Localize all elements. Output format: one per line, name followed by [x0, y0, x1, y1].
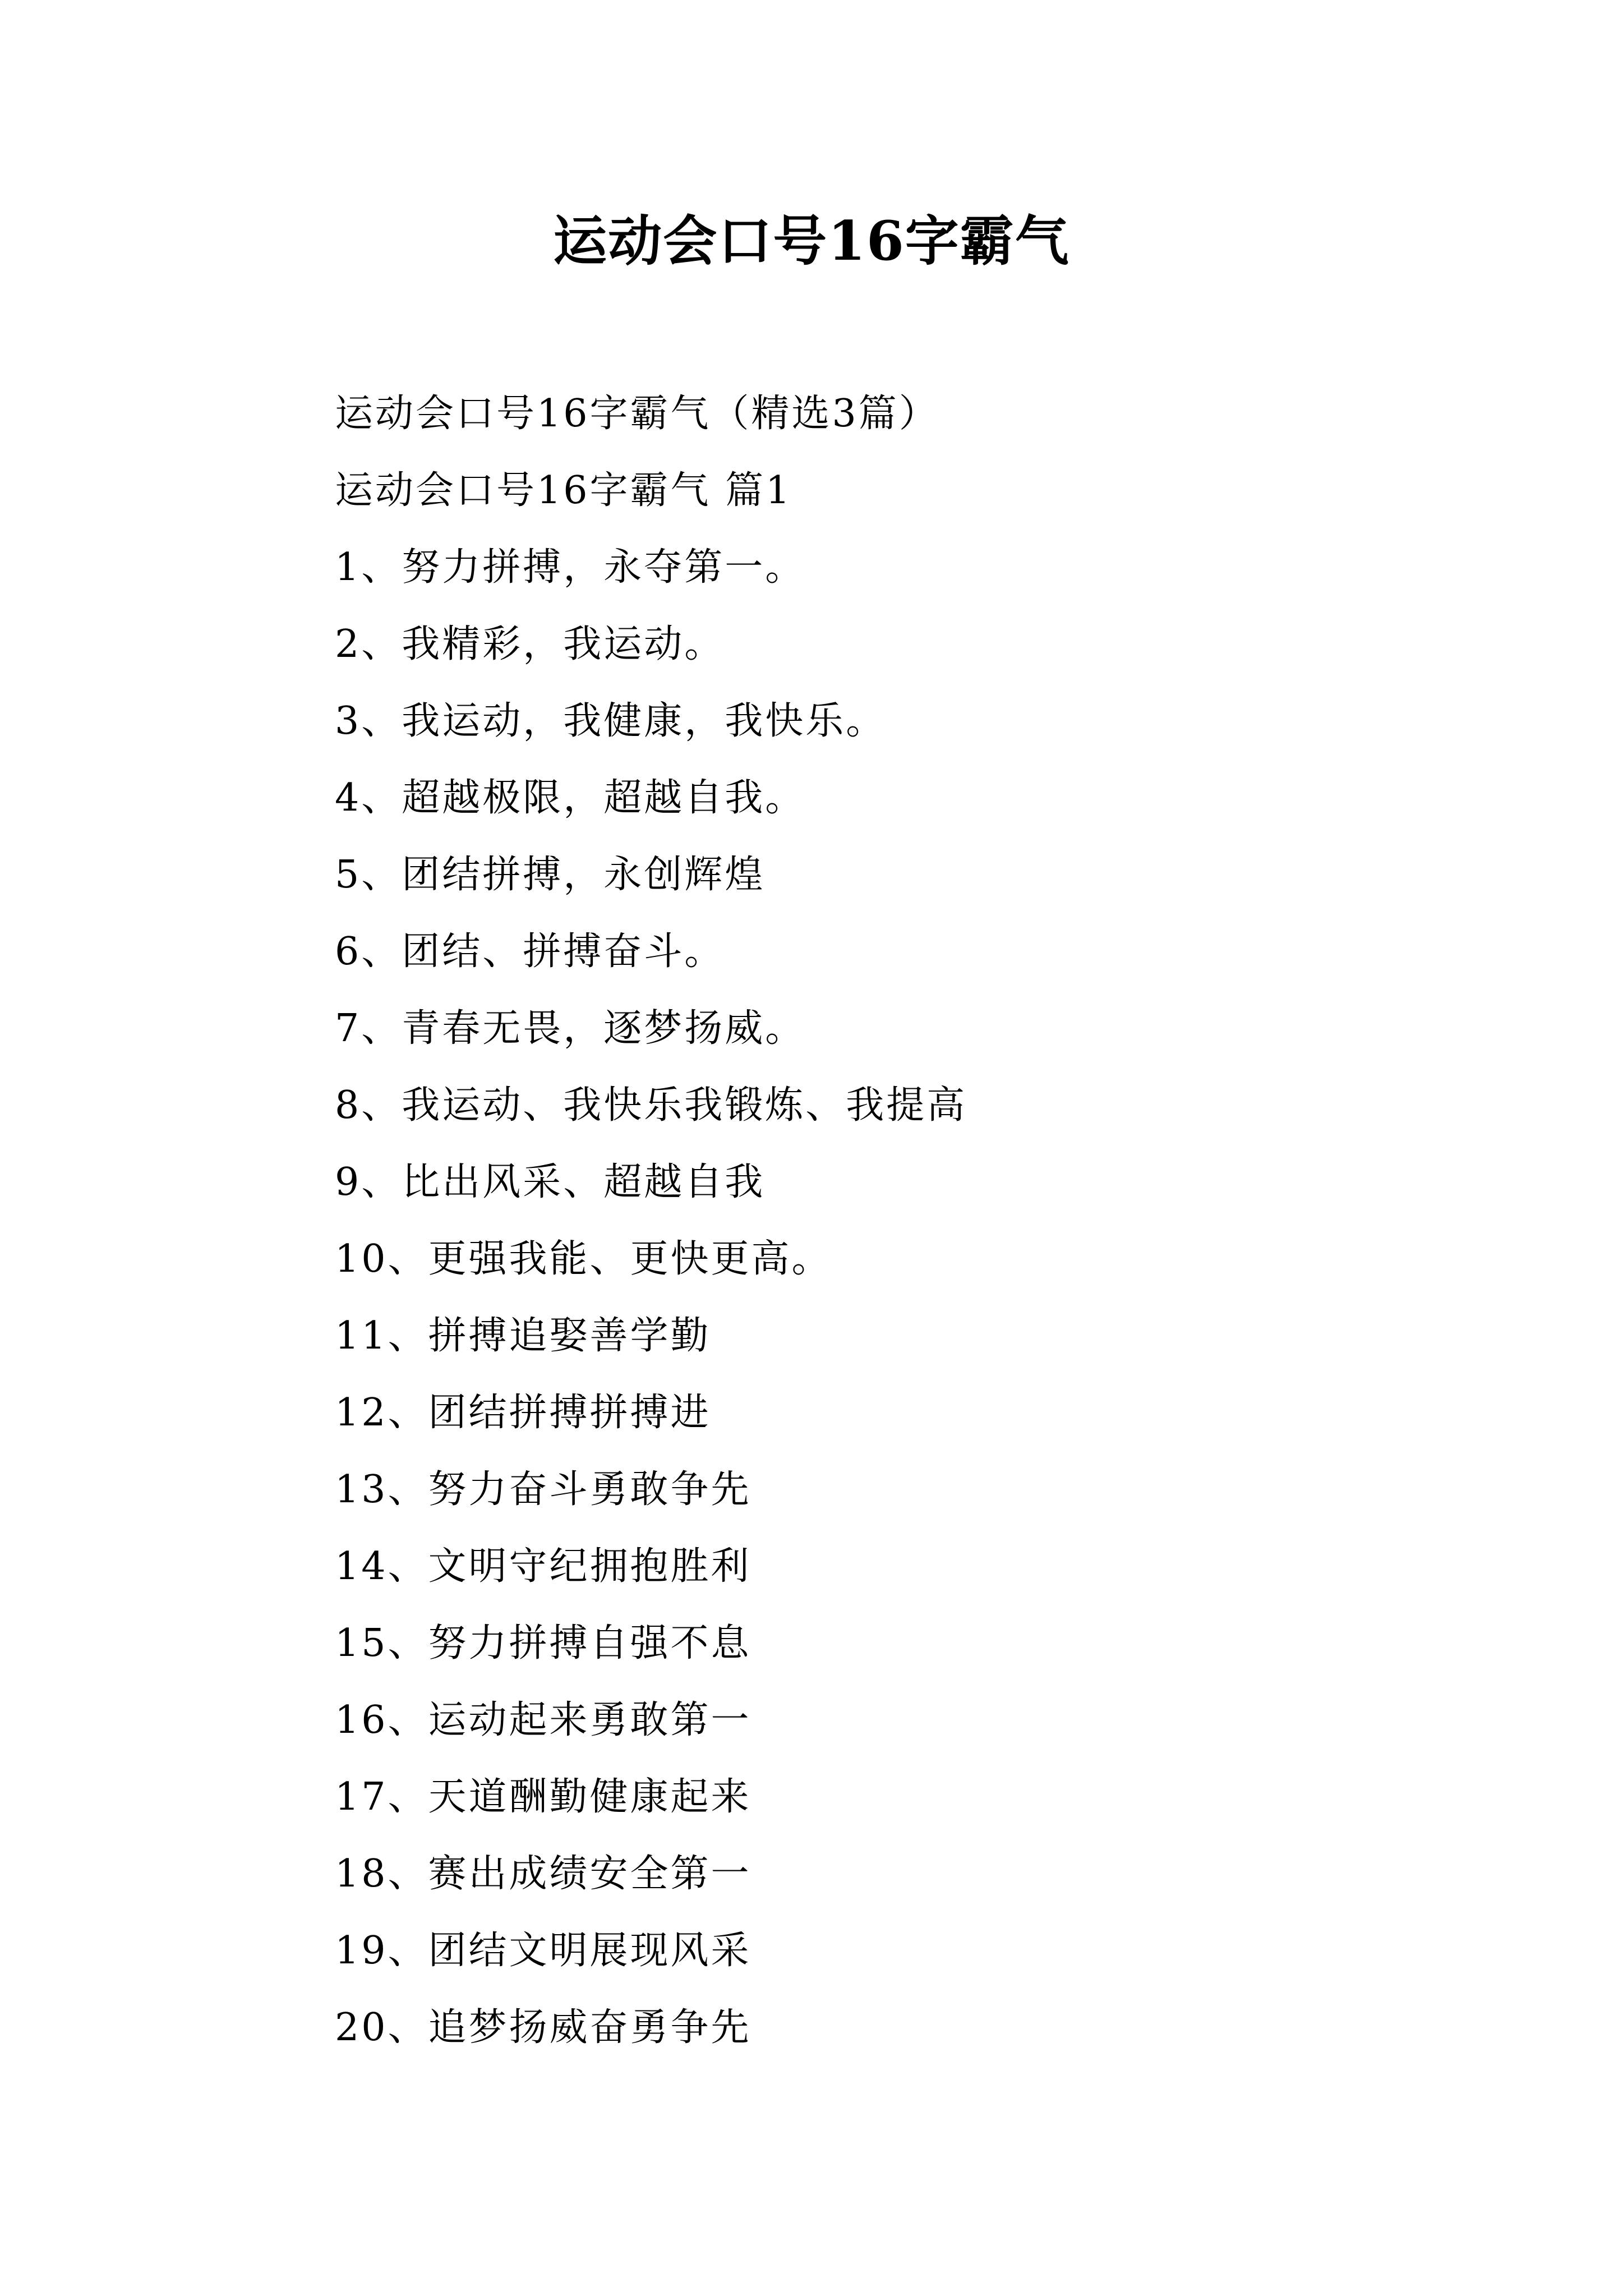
list-item: 2、我精彩，我运动。	[335, 622, 725, 666]
list-item: 12、团结拼搏拼搏进	[335, 1391, 711, 1435]
list-item: 4、超越极限，超越自我。	[335, 776, 806, 820]
list-item: 9、比出风采、超越自我	[335, 1160, 766, 1204]
document-body	[335, 375, 1513, 2066]
list-item: 19、团结文明展现风采	[335, 1929, 751, 1973]
list-item: 13、努力奋斗勇敢争先	[335, 1467, 751, 1512]
document-title: 运动会口号16字霸气	[553, 209, 1070, 273]
list-item: 6、团结、拼搏奋斗。	[335, 930, 725, 974]
list-item: 1、努力拼搏，永夺第一。	[335, 545, 806, 590]
list-item: 5、团结拼搏，永创辉煌	[335, 853, 766, 897]
list-item: 15、努力拼搏自强不息	[335, 1621, 751, 1665]
list-item: 17、天道酬勤健康起来	[335, 1775, 751, 1819]
document-subtitle: 运动会口号16字霸气（精选3篇）	[335, 392, 939, 436]
list-item: 18、赛出成绩安全第一	[335, 1852, 751, 1896]
list-item: 3、我运动，我健康，我快乐。	[335, 699, 887, 743]
list-item: 20、追梦扬威奋勇争先	[335, 2005, 751, 2050]
list-item: 10、更强我能、更快更高。	[335, 1237, 832, 1281]
list-item: 8、我运动、我快乐我锻炼、我提高	[335, 1083, 967, 1128]
list-item: 14、文明守纪拥抱胜利	[335, 1544, 751, 1589]
section-heading: 运动会口号16字霸气 篇1	[335, 468, 792, 513]
list-item: 11、拼搏追娶善学勤	[335, 1314, 711, 1358]
list-item: 16、运动起来勇敢第一	[335, 1698, 751, 1742]
list-item: 7、青春无畏，逐梦扬威。	[335, 1006, 806, 1051]
